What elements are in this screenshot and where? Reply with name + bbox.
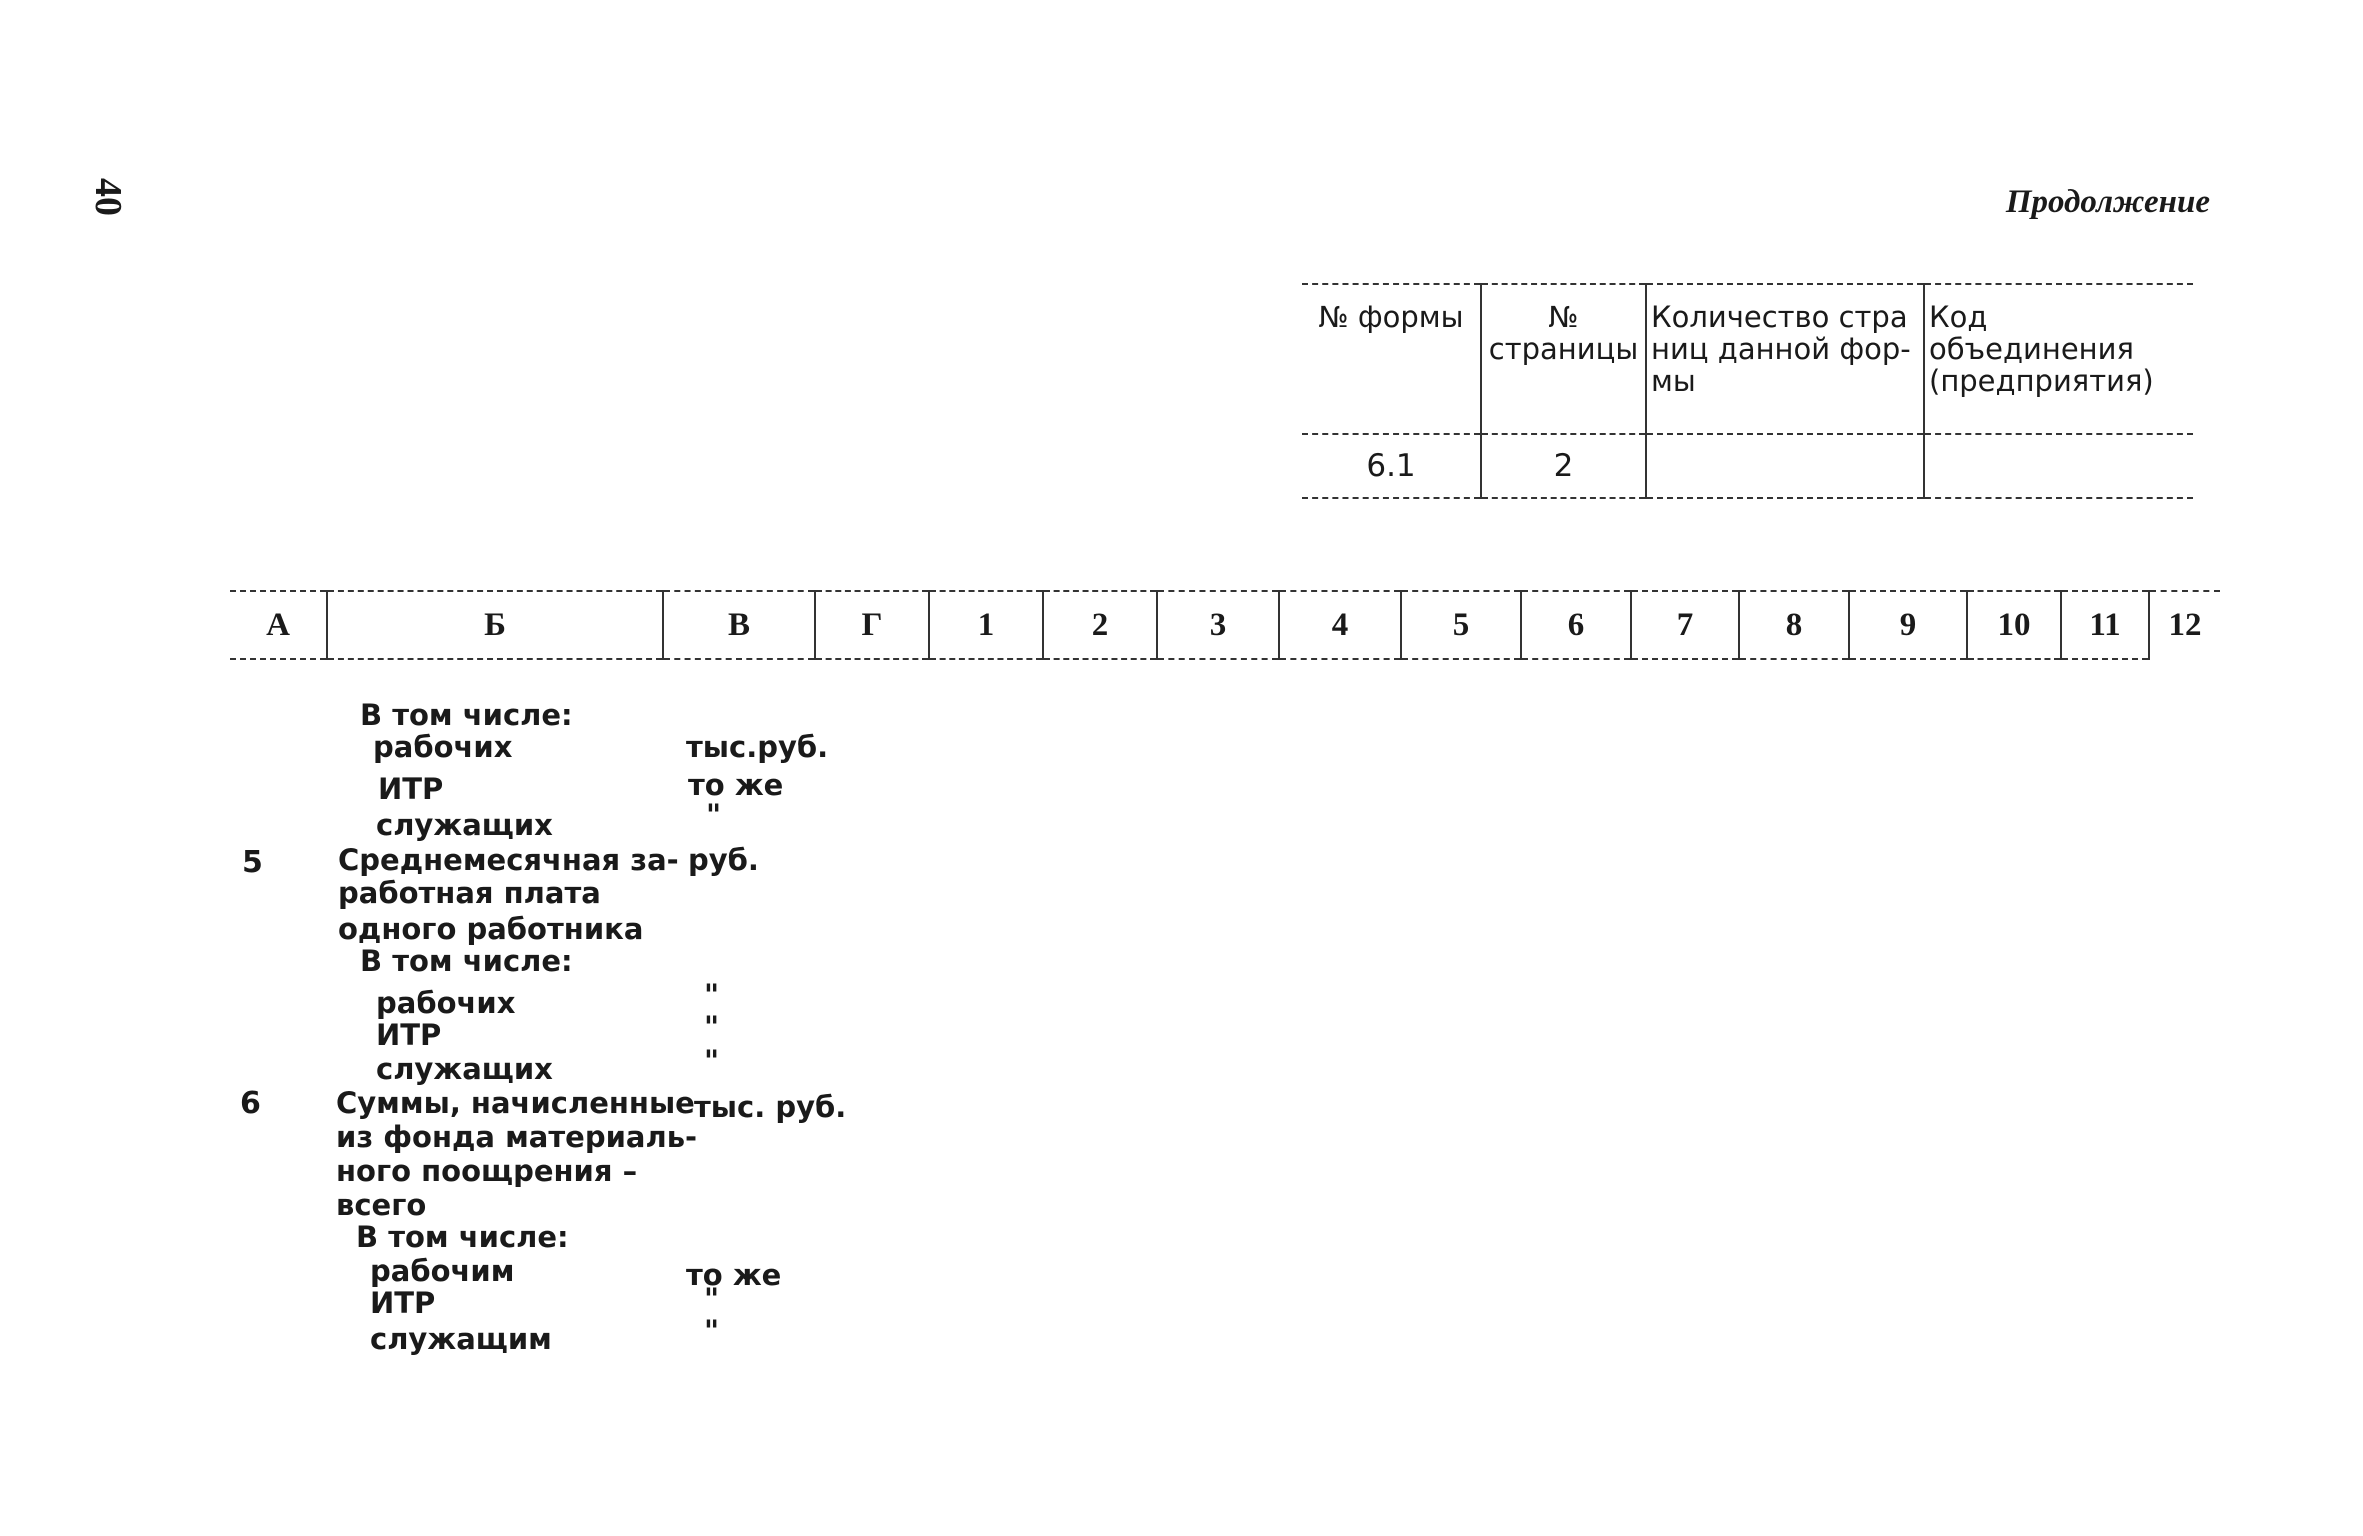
row-text: из фонда материаль- bbox=[336, 1120, 698, 1154]
row-unit: тыс.руб. bbox=[686, 730, 829, 764]
value-org-code bbox=[1924, 434, 2193, 498]
column-header: 7 bbox=[1631, 591, 1739, 659]
row-text: В том числе: bbox=[356, 1220, 569, 1254]
row-text: Среднемесячная за- bbox=[338, 843, 679, 877]
column-header: 4 bbox=[1279, 591, 1401, 659]
row-unit: руб. bbox=[688, 843, 759, 877]
row-unit: " bbox=[704, 1314, 720, 1348]
row-text: рабочих bbox=[376, 986, 516, 1020]
row-unit: " bbox=[706, 798, 722, 832]
page-number: 40 bbox=[87, 178, 129, 216]
row-number: 6 bbox=[240, 1086, 261, 1121]
header-page-count: Количество стра ниц данной фор- мы bbox=[1646, 284, 1924, 434]
header-form-number: № формы bbox=[1302, 284, 1481, 434]
column-header: А bbox=[230, 591, 327, 659]
row-text: служащим bbox=[370, 1322, 552, 1356]
row-unit: то же bbox=[688, 768, 784, 802]
value-page-number: 2 bbox=[1481, 434, 1646, 498]
continuation-label: Продолжение bbox=[2005, 184, 2210, 220]
column-header: 11 bbox=[2061, 591, 2149, 659]
value-page-count bbox=[1646, 434, 1924, 498]
column-header: Г bbox=[815, 591, 929, 659]
row-text: ИТР bbox=[370, 1286, 436, 1320]
row-unit: " bbox=[704, 1010, 720, 1044]
row-unit: " bbox=[704, 1044, 720, 1078]
column-header: 12 bbox=[2149, 591, 2220, 659]
row-unit: тыс. руб. bbox=[694, 1090, 847, 1124]
column-header: 6 bbox=[1521, 591, 1631, 659]
row-text: ИТР bbox=[378, 772, 444, 806]
row-text: всего bbox=[336, 1188, 427, 1222]
column-header-strip bbox=[230, 590, 2220, 660]
row-text: служащих bbox=[376, 1052, 553, 1086]
column-header: 1 bbox=[929, 591, 1043, 659]
row-text: рабочим bbox=[370, 1254, 515, 1288]
column-header: 9 bbox=[1849, 591, 1967, 659]
column-header: 5 bbox=[1401, 591, 1521, 659]
column-header: 10 bbox=[1967, 591, 2061, 659]
row-text: служащих bbox=[376, 808, 553, 842]
form-header-table bbox=[1302, 283, 2193, 499]
row-text: Суммы, начисленные bbox=[336, 1086, 695, 1120]
row-text: работная плата bbox=[338, 876, 601, 910]
column-header: Б bbox=[327, 591, 663, 659]
row-unit: " bbox=[704, 978, 720, 1012]
row-text: В том числе: bbox=[360, 944, 573, 978]
row-text: ИТР bbox=[376, 1018, 442, 1052]
row-text: ного поощрения – bbox=[336, 1154, 638, 1188]
header-org-code: Код объединения (предприятия) bbox=[1924, 284, 2193, 434]
row-text: рабочих bbox=[373, 730, 513, 764]
row-text: В том числе: bbox=[360, 698, 573, 732]
column-header: В bbox=[663, 591, 815, 659]
header-page-number: № страницы bbox=[1481, 284, 1646, 434]
column-header: 2 bbox=[1043, 591, 1157, 659]
row-unit: то же bbox=[686, 1258, 782, 1292]
row-text: одного работника bbox=[338, 912, 644, 946]
value-form-number: 6.1 bbox=[1302, 434, 1481, 498]
row-unit: " bbox=[704, 1282, 720, 1316]
row-number: 5 bbox=[242, 845, 263, 880]
column-header: 8 bbox=[1739, 591, 1849, 659]
column-header: 3 bbox=[1157, 591, 1279, 659]
